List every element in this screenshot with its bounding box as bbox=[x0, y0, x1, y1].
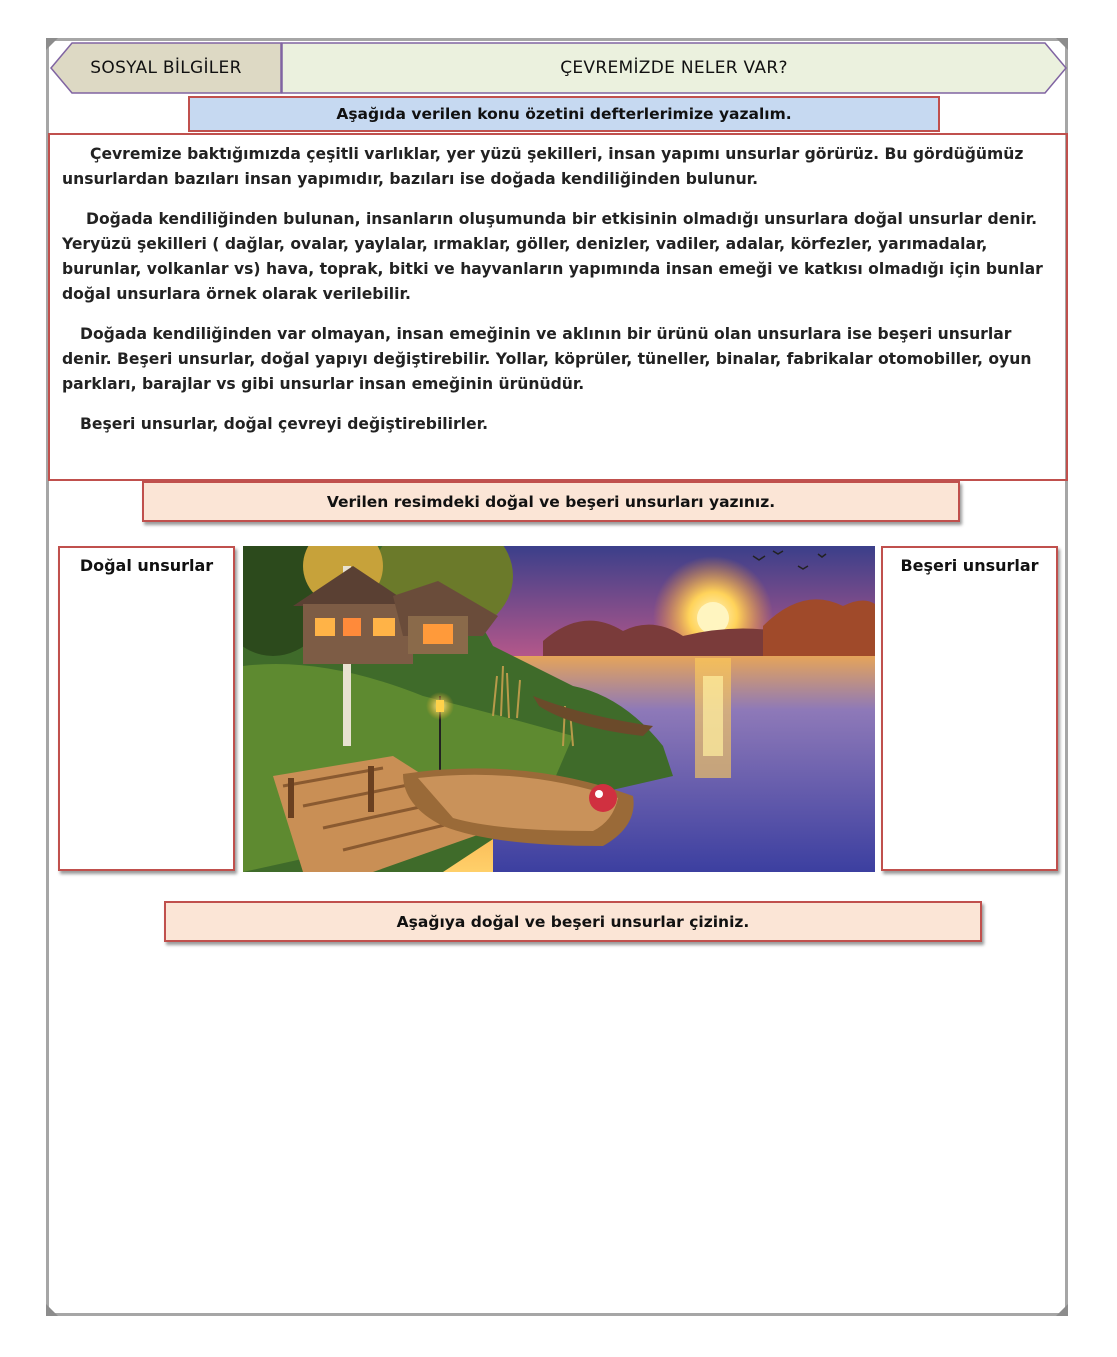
subject-header bbox=[50, 42, 282, 94]
human-made-elements-label: Beşeri unsurlar bbox=[900, 556, 1039, 575]
paragraph: Beşeri unsurlar, doğal çevreyi değiştirebilirler. bbox=[80, 415, 488, 433]
human-made-elements-box[interactable] bbox=[881, 546, 1058, 871]
section-right-border bbox=[1066, 133, 1068, 481]
subject-title: SOSYAL BİLGİLER bbox=[90, 58, 242, 78]
paragraph: Doğada kendiliğinden var olmayan, insan emeğinin ve aklının bir ürünü olan unsurlara ise beşeri unsurlar denir. Beşeri unsurlar, doğal yapıyı değiştirebilir. Yollar, köprüler, tüneller, binalar, fabrikalar otomobiller, oyun parkları, barajlar vs gibi unsurlar insan emeğinin ürünüdür. bbox=[62, 325, 1032, 393]
section-left-border bbox=[48, 133, 50, 481]
corner-ornament-bottom-right bbox=[1054, 1302, 1070, 1318]
natural-elements-box[interactable] bbox=[58, 546, 235, 871]
activity2-banner: Aşağıya doğal ve beşeri unsurlar çiziniz. bbox=[164, 901, 982, 942]
corner-ornament-bottom-left bbox=[44, 1302, 60, 1318]
topic-header bbox=[281, 42, 1067, 94]
paragraph: Çevremize baktığımızda çeşitli varlıklar, yer yüzü şekilleri, insan yapımı unsurlar görürüz. Bu gördüğümüz unsurlardan bazıları insan yapımıdır, bazıları ise doğada kendiliğinden bulunur. bbox=[62, 145, 1024, 188]
lake-sunset-picture bbox=[243, 546, 875, 872]
summary-text bbox=[62, 142, 1054, 452]
instruction-banner: Aşağıda verilen konu özetini defterlerimize yazalım. bbox=[188, 96, 940, 132]
topic-title: ÇEVREMİZDE NELER VAR? bbox=[560, 58, 788, 78]
paragraph: Doğada kendiliğinden bulunan, insanların oluşumunda bir etkisinin olmadığı unsurlara doğal unsurlar denir. Yeryüzü şekilleri ( dağlar, ovalar, yaylalar, ırmaklar, göller, denizler, vadiler, adalar, körfezler, yarımadalar, burunlar, volkanlar vs) hava, toprak, bitki ve hayvanların yapımında insan emeği ve katkısı olmadığı için bunlar doğal unsurlara örnek olarak verilebilir. bbox=[62, 210, 1043, 303]
section-top-border bbox=[50, 133, 1067, 135]
activity1-banner: Verilen resimdeki doğal ve beşeri unsurları yazınız. bbox=[142, 481, 960, 522]
natural-elements-label: Doğal unsurlar bbox=[79, 556, 214, 575]
drawing-area[interactable] bbox=[62, 960, 1054, 1300]
